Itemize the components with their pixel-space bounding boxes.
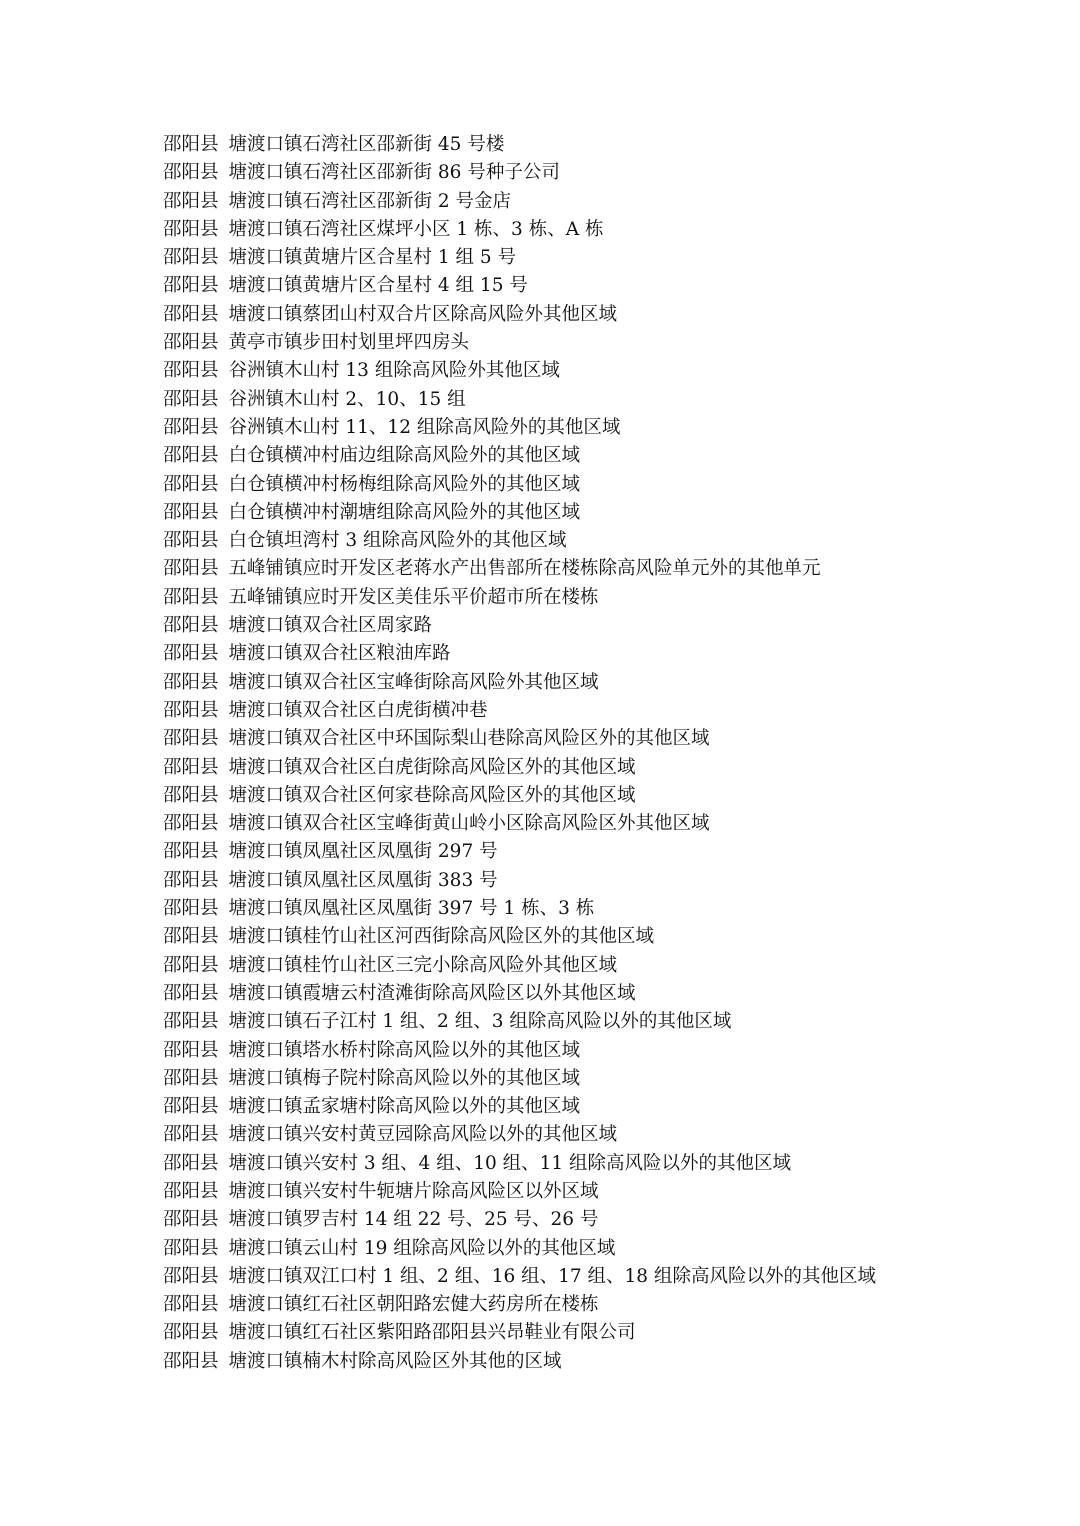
list-item bbox=[163, 1065, 876, 1093]
location-text: 塘渡口镇凤凰社区凤凰街 397 号 1 栋、3 栋 bbox=[228, 898, 595, 920]
list-item bbox=[163, 216, 876, 244]
list-item bbox=[163, 669, 876, 697]
location-text: 塘渡口镇双合社区周家路 bbox=[228, 615, 433, 637]
county-label: 邵阳县 bbox=[163, 445, 219, 467]
county-label: 邵阳县 bbox=[163, 275, 219, 297]
area-list bbox=[163, 131, 876, 1376]
location-text: 五峰铺镇应时开发区老蒋水产出售部所在楼栋除高风险单元外的其他单元 bbox=[228, 558, 821, 580]
list-item bbox=[163, 895, 876, 923]
list-item bbox=[163, 527, 876, 555]
county-label: 邵阳县 bbox=[163, 530, 219, 552]
location-text: 塘渡口镇孟家塘村除高风险以外的其他区域 bbox=[228, 1096, 581, 1118]
county-label: 邵阳县 bbox=[163, 954, 219, 976]
location-text: 塘渡口镇塔水桥村除高风险以外的其他区域 bbox=[228, 1039, 581, 1061]
location-text: 塘渡口镇楠木村除高风险区外其他的区域 bbox=[228, 1350, 562, 1372]
county-label: 邵阳县 bbox=[163, 190, 219, 212]
list-item bbox=[163, 555, 876, 583]
location-text: 塘渡口镇霞塘云村渣滩街除高风险区以外其他区域 bbox=[228, 982, 636, 1004]
list-item bbox=[163, 1206, 876, 1234]
location-text: 塘渡口镇双合社区白虎街除高风险区外的其他区域 bbox=[228, 756, 636, 778]
location-text: 塘渡口镇石湾社区邵新街 45 号楼 bbox=[228, 134, 505, 155]
location-text: 塘渡口镇梅子院村除高风险以外的其他区域 bbox=[228, 1067, 581, 1089]
location-text: 谷洲镇木山村 2、10、15 组 bbox=[228, 388, 466, 410]
list-item bbox=[163, 329, 876, 357]
county-label: 邵阳县 bbox=[163, 586, 219, 608]
county-label: 邵阳县 bbox=[163, 1152, 219, 1174]
county-label: 邵阳县 bbox=[163, 1265, 219, 1287]
location-text: 塘渡口镇兴安村黄豆园除高风险以外的其他区域 bbox=[228, 1124, 618, 1146]
county-label: 邵阳县 bbox=[163, 162, 219, 184]
location-text: 塘渡口镇凤凰社区凤凰街 297 号 bbox=[228, 841, 498, 863]
list-item bbox=[163, 188, 876, 216]
list-item bbox=[163, 1093, 876, 1121]
list-item bbox=[163, 782, 876, 810]
list-item bbox=[163, 612, 876, 640]
list-item bbox=[163, 272, 876, 300]
location-text: 塘渡口镇双合社区何家巷除高风险区外的其他区域 bbox=[228, 784, 636, 806]
location-text: 塘渡口镇红石社区紫阳路邵阳县兴昂鞋业有限公司 bbox=[228, 1322, 636, 1344]
county-label: 邵阳县 bbox=[163, 558, 219, 580]
location-text: 塘渡口镇云山村 19 组除高风险以外的其他区域 bbox=[228, 1237, 616, 1259]
location-text: 谷洲镇木山村 11、12 组除高风险外的其他区域 bbox=[228, 416, 621, 438]
list-item bbox=[163, 499, 876, 527]
location-text: 塘渡口镇石子江村 1 组、2 组、3 组除高风险以外的其他区域 bbox=[228, 1011, 732, 1033]
location-text: 塘渡口镇桂竹山社区河西街除高风险区外的其他区域 bbox=[228, 926, 655, 948]
list-item bbox=[163, 1291, 876, 1319]
county-label: 邵阳县 bbox=[163, 869, 219, 891]
county-label: 邵阳县 bbox=[163, 303, 219, 325]
list-item bbox=[163, 697, 876, 725]
location-text: 塘渡口镇红石社区朝阳路宏健大药房所在楼栋 bbox=[228, 1294, 599, 1316]
county-label: 邵阳县 bbox=[163, 1180, 219, 1202]
county-label: 邵阳县 bbox=[163, 898, 219, 920]
list-item bbox=[163, 159, 876, 187]
list-item bbox=[163, 725, 876, 753]
list-item bbox=[163, 584, 876, 612]
county-label: 邵阳县 bbox=[163, 1096, 219, 1118]
location-text: 白仓镇横冲村庙边组除高风险外的其他区域 bbox=[228, 445, 581, 467]
list-item bbox=[163, 131, 876, 159]
location-text: 塘渡口镇黄塘片区合星村 1 组 5 号 bbox=[228, 247, 517, 269]
list-item bbox=[163, 1319, 876, 1347]
location-text: 塘渡口镇罗吉村 14 组 22 号、25 号、26 号 bbox=[228, 1209, 599, 1231]
county-label: 邵阳县 bbox=[163, 218, 219, 240]
list-item bbox=[163, 301, 876, 329]
list-item bbox=[163, 1178, 876, 1206]
county-label: 邵阳县 bbox=[163, 1039, 219, 1061]
list-item bbox=[163, 1008, 876, 1036]
county-label: 邵阳县 bbox=[163, 728, 219, 750]
list-item bbox=[163, 980, 876, 1008]
location-text: 塘渡口镇兴安村牛轭塘片除高风险区以外区域 bbox=[228, 1180, 599, 1202]
location-text: 黄亭市镇步田村划里坪四房头 bbox=[228, 332, 470, 354]
location-text: 塘渡口镇蔡团山村双合片区除高风险外其他区域 bbox=[228, 303, 618, 325]
list-item bbox=[163, 442, 876, 470]
county-label: 邵阳县 bbox=[163, 1209, 219, 1231]
county-label: 邵阳县 bbox=[163, 360, 219, 382]
list-item bbox=[163, 244, 876, 272]
location-text: 塘渡口镇双合社区宝峰街黄山岭小区除高风险区外其他区域 bbox=[228, 813, 710, 835]
location-text: 五峰铺镇应时开发区美佳乐平价超市所在楼栋 bbox=[228, 586, 599, 608]
county-label: 邵阳县 bbox=[163, 841, 219, 863]
list-item bbox=[163, 838, 876, 866]
location-text: 塘渡口镇双合社区宝峰街除高风险外其他区域 bbox=[228, 671, 599, 693]
list-item bbox=[163, 810, 876, 838]
list-item bbox=[163, 471, 876, 499]
location-text: 塘渡口镇桂竹山社区三完小除高风险外其他区域 bbox=[228, 954, 618, 976]
county-label: 邵阳县 bbox=[163, 134, 219, 155]
list-item bbox=[163, 952, 876, 980]
list-item bbox=[163, 1235, 876, 1263]
location-text: 塘渡口镇黄塘片区合星村 4 组 15 号 bbox=[228, 275, 528, 297]
location-text: 塘渡口镇石湾社区邵新街 86 号种子公司 bbox=[228, 162, 560, 184]
list-item bbox=[163, 923, 876, 951]
location-text: 塘渡口镇石湾社区煤坪小区 1 栋、3 栋、A 栋 bbox=[228, 218, 604, 240]
location-text: 塘渡口镇双江口村 1 组、2 组、16 组、17 组、18 组除高风险以外的其他区域 bbox=[228, 1265, 876, 1287]
location-text: 塘渡口镇双合社区白虎街横冲巷 bbox=[228, 699, 488, 721]
list-item bbox=[163, 1348, 876, 1376]
county-label: 邵阳县 bbox=[163, 615, 219, 637]
county-label: 邵阳县 bbox=[163, 473, 219, 495]
location-text: 白仓镇坦湾村 3 组除高风险外的其他区域 bbox=[228, 530, 567, 552]
county-label: 邵阳县 bbox=[163, 784, 219, 806]
list-item bbox=[163, 357, 876, 385]
list-item bbox=[163, 386, 876, 414]
county-label: 邵阳县 bbox=[163, 813, 219, 835]
location-text: 塘渡口镇凤凰社区凤凰街 383 号 bbox=[228, 869, 498, 891]
list-item bbox=[163, 640, 876, 668]
location-text: 塘渡口镇石湾社区邵新街 2 号金店 bbox=[228, 190, 512, 212]
county-label: 邵阳县 bbox=[163, 416, 219, 438]
county-label: 邵阳县 bbox=[163, 671, 219, 693]
location-text: 塘渡口镇双合社区中环国际梨山巷除高风险区外的其他区域 bbox=[228, 728, 710, 750]
list-item bbox=[163, 414, 876, 442]
county-label: 邵阳县 bbox=[163, 926, 219, 948]
county-label: 邵阳县 bbox=[163, 1322, 219, 1344]
county-label: 邵阳县 bbox=[163, 1067, 219, 1089]
county-label: 邵阳县 bbox=[163, 501, 219, 523]
list-item bbox=[163, 867, 876, 895]
county-label: 邵阳县 bbox=[163, 1011, 219, 1033]
county-label: 邵阳县 bbox=[163, 388, 219, 410]
location-text: 塘渡口镇兴安村 3 组、4 组、10 组、11 组除高风险以外的其他区域 bbox=[228, 1152, 792, 1174]
county-label: 邵阳县 bbox=[163, 982, 219, 1004]
list-item bbox=[163, 1121, 876, 1149]
location-text: 白仓镇横冲村潮塘组除高风险外的其他区域 bbox=[228, 501, 581, 523]
county-label: 邵阳县 bbox=[163, 1350, 219, 1372]
county-label: 邵阳县 bbox=[163, 1124, 219, 1146]
county-label: 邵阳县 bbox=[163, 247, 219, 269]
location-text: 塘渡口镇双合社区粮油库路 bbox=[228, 643, 451, 665]
location-text: 白仓镇横冲村杨梅组除高风险外的其他区域 bbox=[228, 473, 581, 495]
county-label: 邵阳县 bbox=[163, 332, 219, 354]
county-label: 邵阳县 bbox=[163, 1294, 219, 1316]
county-label: 邵阳县 bbox=[163, 1237, 219, 1259]
list-item bbox=[163, 754, 876, 782]
county-label: 邵阳县 bbox=[163, 756, 219, 778]
location-text: 谷洲镇木山村 13 组除高风险外其他区域 bbox=[228, 360, 560, 382]
list-item bbox=[163, 1263, 876, 1291]
county-label: 邵阳县 bbox=[163, 643, 219, 665]
list-item bbox=[163, 1150, 876, 1178]
list-item bbox=[163, 1037, 876, 1065]
county-label: 邵阳县 bbox=[163, 699, 219, 721]
